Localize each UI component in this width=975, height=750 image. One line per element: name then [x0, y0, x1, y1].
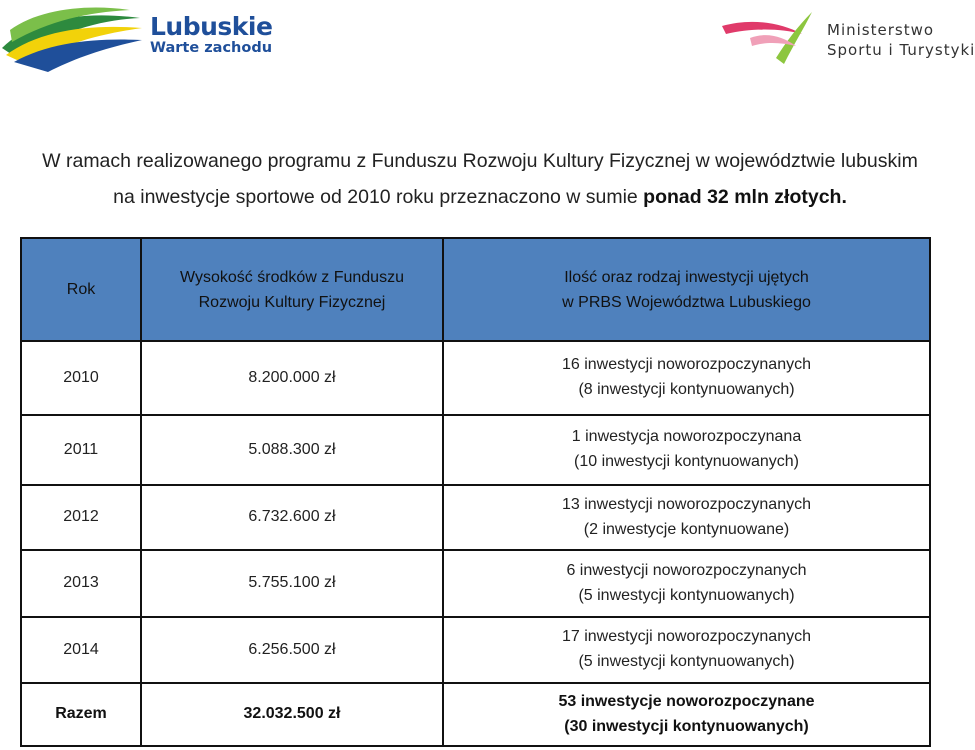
row-amount — [140, 484, 442, 549]
header-investments-line1: Ilość oraz rodzaj inwestycji ujętych — [564, 268, 809, 286]
row-investments — [442, 549, 929, 616]
row-amount-text: 5.755.100 zł — [248, 574, 336, 591]
row-amount-text: 6.256.500 zł — [248, 640, 336, 658]
table-row — [22, 616, 929, 684]
table-row — [22, 484, 929, 551]
row-investments-continued: (5 inwestycji kontynuowanych) — [578, 653, 795, 670]
row-investments — [442, 616, 929, 682]
total-label — [22, 682, 140, 745]
row-investments-new: 17 inwestycji noworozpoczynanych — [561, 628, 811, 645]
row-amount — [140, 549, 442, 616]
total-amount — [140, 682, 442, 745]
row-amount-text: 6.732.600 zł — [248, 508, 336, 525]
table-total-row — [22, 682, 929, 745]
row-year — [22, 616, 140, 682]
intro-line2 — [0, 179, 960, 215]
row-investments-new: 16 inwestycji noworozpoczynanych — [561, 356, 811, 373]
row-year — [22, 549, 140, 616]
table-row — [22, 340, 929, 416]
row-year-text: 2012 — [63, 508, 99, 525]
ministry-emblem-icon — [720, 8, 825, 72]
total-amount-text: 32.032.500 zł — [243, 705, 341, 722]
row-investments — [442, 484, 929, 549]
header-funds-line1: Wysokość środków z Funduszu — [180, 268, 404, 286]
row-investments-continued: (10 inwestycji kontynuowanych) — [574, 453, 799, 470]
header-year-label: Rok — [66, 281, 96, 298]
row-year-text: 2011 — [63, 440, 99, 458]
row-year-text: 2014 — [63, 640, 99, 658]
total-label-text: Razem — [55, 705, 107, 722]
row-investments-continued: (2 inwestycje kontynuowane) — [583, 520, 790, 538]
intro-line1: W ramach realizowanego programu z Funduszu Rozwoju Kultury Fizycznej w województwie lubuskim — [42, 150, 918, 172]
row-investments-continued: (5 inwestycji kontynuowanych) — [578, 586, 795, 604]
row-investments-new: 1 inwestycja noworozpoczynana — [571, 428, 802, 445]
intro-paragraph — [0, 143, 960, 215]
row-amount-text: 5.088.300 zł — [248, 440, 336, 458]
lubuskie-name: Lubuskie — [150, 12, 273, 41]
ministry-line2: Sportu i Turystyki — [827, 41, 975, 59]
ministry-line1: Ministerstwo — [827, 21, 935, 39]
row-year — [22, 414, 140, 484]
row-investments-new: 6 inwestycji noworozpoczynanych — [566, 561, 807, 579]
row-investments — [442, 414, 929, 484]
table-header-row — [22, 239, 929, 342]
row-investments-new: 13 inwestycji noworozpoczynanych — [561, 495, 811, 513]
row-year — [22, 340, 140, 414]
ministry-logo — [720, 8, 975, 72]
lubuskie-logo — [0, 0, 273, 75]
header-investments — [442, 239, 929, 340]
intro-line2-emphasis: ponad 32 mln złotych. — [643, 186, 847, 208]
header-funds-line2: Rozwoju Kultury Fizycznej — [198, 293, 386, 311]
row-amount — [140, 616, 442, 682]
row-investments-continued: (8 inwestycji kontynuowanych) — [578, 381, 795, 398]
row-amount — [140, 414, 442, 484]
total-investments-new: 53 inwestycje noworozpoczynane — [558, 692, 815, 710]
lubuskie-emblem-icon — [0, 0, 145, 75]
table-row — [22, 414, 929, 486]
header-funds — [140, 239, 442, 340]
row-amount-text: 8.200.000 zł — [248, 368, 336, 386]
header-year — [22, 239, 140, 340]
lubuskie-tagline: Warte zachodu — [150, 40, 273, 56]
row-year-text: 2013 — [63, 574, 99, 591]
total-investments-continued: (30 inwestycji kontynuowanych) — [564, 717, 809, 735]
header-investments-line2: w PRBS Województwa Lubuskiego — [562, 293, 811, 311]
row-year-text: 2010 — [63, 368, 99, 386]
investments-table — [20, 237, 931, 747]
row-investments — [442, 340, 929, 414]
total-investments — [442, 682, 929, 745]
intro-line2-text: na inwestycje sportowe od 2010 roku przeznaczono w sumie — [113, 186, 644, 208]
row-year — [22, 484, 140, 549]
table-row — [22, 549, 929, 618]
row-amount — [140, 340, 442, 414]
